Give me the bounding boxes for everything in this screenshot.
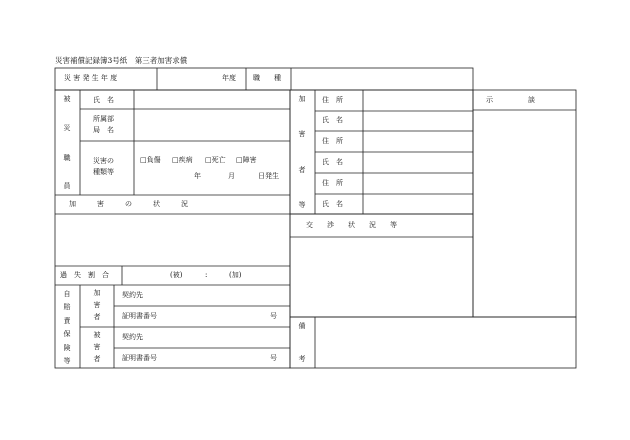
ins-assailant-number-suffix: 号	[270, 312, 277, 320]
victim-label-char: 員	[63, 182, 71, 190]
checkbox-injury[interactable]: □負傷	[140, 156, 161, 164]
fault-separator: :	[205, 271, 208, 279]
checkbox-death[interactable]: □死亡	[205, 156, 226, 164]
form-title: 災害補償記録簿3号紙 第三者加害求償	[55, 56, 188, 65]
negotiation-block-border	[290, 214, 473, 317]
ins-assailant-char: 加	[93, 289, 101, 297]
victim-name-label: 氏 名	[93, 96, 114, 104]
negotiation-header: 交 渉 状 況 等	[306, 221, 397, 229]
insurance-label-char: 自	[63, 290, 71, 298]
insurance-label-char: 等	[63, 357, 71, 365]
year-suffix: 年度	[222, 74, 236, 82]
ins-victim-number-suffix: 号	[270, 354, 277, 362]
ins-victim-contract: 契約先	[122, 333, 143, 341]
assailant-address-label: 住 所	[322, 96, 343, 104]
assailant-name-label: 氏 名	[322, 200, 343, 208]
assailant-address-label: 住 所	[322, 137, 343, 145]
victim-dept-label: 局 名	[93, 126, 114, 134]
victim-dept-label: 所属部	[93, 115, 114, 123]
remarks-label-char: 備	[298, 322, 306, 330]
ins-victim-char: 被	[93, 331, 101, 339]
assailant-name-label: 氏 名	[322, 158, 343, 166]
ins-assailant-contract: 契約先	[122, 291, 143, 299]
assailant-label-char: 加	[298, 95, 306, 103]
victim-label-char: 職	[63, 154, 71, 162]
insurance-label-char: 責	[63, 317, 71, 325]
ins-victim-char: 害	[93, 343, 101, 351]
settlement-label: 示 談	[486, 96, 535, 104]
remarks-label-char: 考	[298, 355, 306, 363]
assailant-name-label: 氏 名	[322, 116, 343, 124]
ins-assailant-char: 者	[93, 313, 101, 321]
occurrence-month: 月	[228, 172, 235, 180]
victim-type-label: 災害の	[93, 157, 114, 165]
remarks-block-border	[290, 317, 576, 368]
occurrence-day: 日発生	[258, 172, 279, 180]
fault-ratio-label: 過 失 割 合	[60, 271, 109, 279]
fault-assailant: (加)	[229, 271, 242, 279]
assailant-label-char: 害	[298, 130, 306, 138]
job-label: 職 種	[253, 74, 281, 82]
assailant-label-char: 等	[298, 201, 306, 209]
occurrence-year: 年	[194, 172, 201, 180]
insurance-label-char: 険	[63, 344, 71, 352]
victim-type-label: 種類等	[93, 168, 114, 176]
situation-header: 加 害 の 状 況	[69, 200, 188, 208]
left-block-border	[55, 90, 290, 368]
fault-victim: (被)	[170, 271, 183, 279]
checkbox-disability[interactable]: □障害	[236, 156, 257, 164]
victim-label-char: 災	[63, 124, 71, 132]
checkbox-illness[interactable]: □疾病	[172, 156, 193, 164]
assailant-label-char: 者	[298, 166, 306, 174]
insurance-label-char: 賠	[63, 303, 71, 311]
assailant-address-label: 住 所	[322, 179, 343, 187]
ins-victim-cert: 証明書番号	[122, 354, 157, 362]
date-label: 災 害 発 生 年 度	[64, 74, 118, 82]
insurance-label-char: 保	[63, 330, 71, 338]
ins-victim-char: 者	[93, 355, 101, 363]
ins-assailant-cert: 証明書番号	[122, 312, 157, 320]
ins-assailant-char: 害	[93, 301, 101, 309]
instruction-block-border	[473, 90, 576, 317]
victim-label-char: 被	[63, 95, 71, 103]
